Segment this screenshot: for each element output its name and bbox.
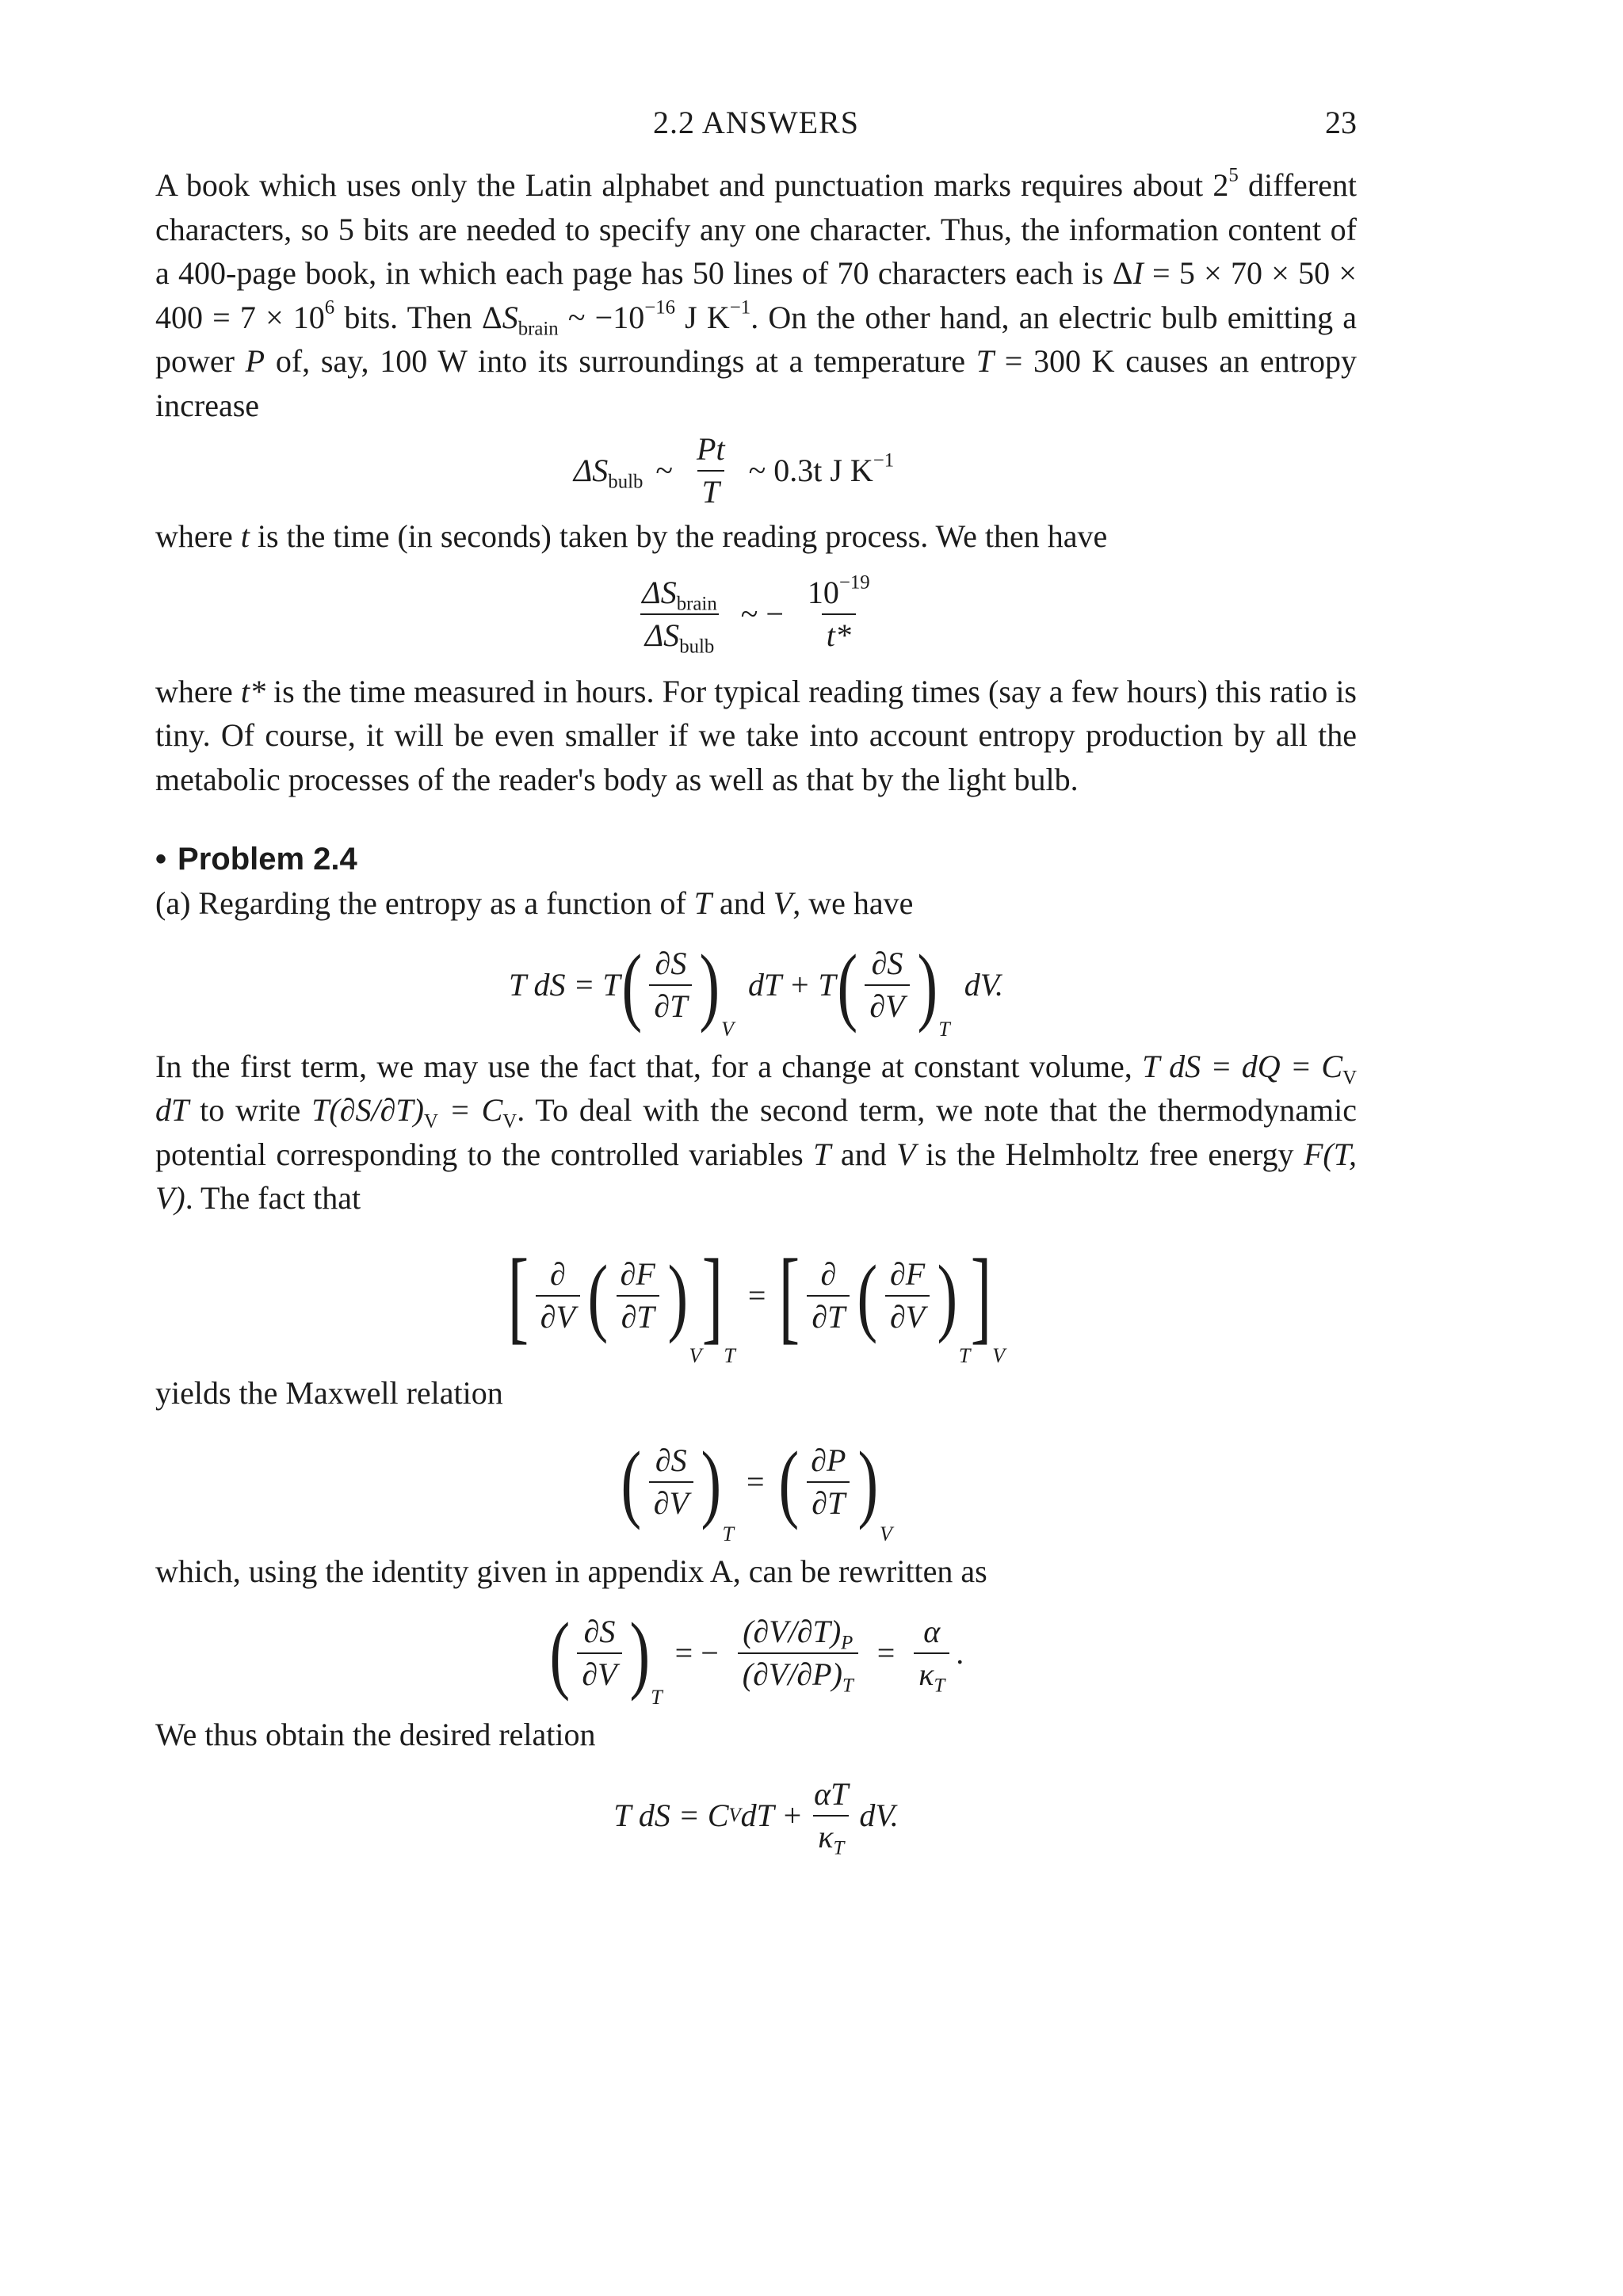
equation-maxwell-relation: ( $\frac{\partial S}{\partial V}$ ) T = ( $\frac{\partial P}{\partial T}$ ) V	[621, 1434, 892, 1545]
paragraph-first-term: In the first term, we may use the fact that, for a change at constant volume, T dS = dQ = $C_V$ dT to write $T(\partial S/\partial T)_V = C_V$. To deal with the second term, we note that the thermodynamic potential corresponding to the controlled variables T and V is the Helmholtz free energy F(T, V). The fact that	[155, 1048, 1358, 1216]
paragraph-maxwell: yields the Maxwell relation	[155, 1374, 503, 1411]
running-head	[155, 95, 1357, 151]
paragraph-identity: which, using the identity given in appendix A, can be rewritten as	[155, 1553, 987, 1589]
paragraph-reading-time: where t is the time (in seconds) taken by the reading process. We then have	[155, 518, 1108, 554]
paragraph-part-a: (a) Regarding the entropy as a function of T and V, we have	[155, 885, 914, 921]
equation-mixed-derivatives: [ $\frac{\partial}{\partial V}$ ( $\frac{\partial F}{\partial T}$ ) V ] T = [ $\frac{\partial}{\partial T}$ ( $\frac{\partial F}{\partial V}$ ) T ] V	[507, 1236, 1006, 1367]
paragraph-desired-relation: We thus obtain the desired relation	[155, 1716, 596, 1752]
bullet-icon: •	[155, 842, 167, 877]
equation-alpha-kappa: ( $\frac{\partial S}{\partial V}$ ) T = − $\frac{(\partial V/\partial T)_P}{(\partial V/\partial P)_T}$ = $\frac{\alpha}{\kappa_T}$ .	[549, 1604, 964, 1709]
page	[155, 95, 1357, 1875]
equation-delta-s-bulb: $\Delta S_{bulb}$ ~ $\frac{Pt}{T}$ ~ 0.3t J $K^{-1}$	[573, 431, 895, 510]
page-number: 23	[1325, 105, 1357, 140]
paragraph-information-content: A book which uses only the Latin alphabet and punctuation marks requires about $2^5$ different characters, so 5 bits are needed to specify any one character. Thus, the information content of a 400-page book, in which each page has 50 lines of 70 characters each is $\Delta I = 5 \times 70 \times 50 \times 400 = 7 \times 10^6$ bits. Then $\Delta S_{brain}$ ~ $-10^{-16}$ J $K^{-1}$. On the other hand, an electric bulb emitting a power P of, say, 100 W into its surroundings at a temperature T = 300 K causes an entropy increase	[155, 164, 1358, 423]
paragraph-ratio-tiny: where t* is the time measured in hours. For typical reading times (say a few hours) this ratio is tiny. Of course, it will be even smaller if we take into account entropy production by all the metabolic processes of the reader's body as well as that by the light bulb.	[155, 673, 1357, 797]
problem-heading: • Problem 2.4	[155, 838, 1357, 881]
section-title: 2.2 ANSWERS	[653, 105, 859, 140]
equation-entropy-ratio: $\frac{\Delta S_{brain}}{\Delta S_{bulb}}$ ~ − $\frac{10^{-19}}{t*}$	[155, 559, 1357, 670]
equation-tds-expansion: T dS = T ( $\frac{\partial S}{\partial T}$ ) V dT + T ( $\frac{\partial S}{\partial V}$ ) T dV.	[509, 936, 1003, 1041]
equation-final-tds: T dS = C V dT + $\frac{\alpha T}{\kappa_T}$ dV.	[613, 1776, 899, 1859]
